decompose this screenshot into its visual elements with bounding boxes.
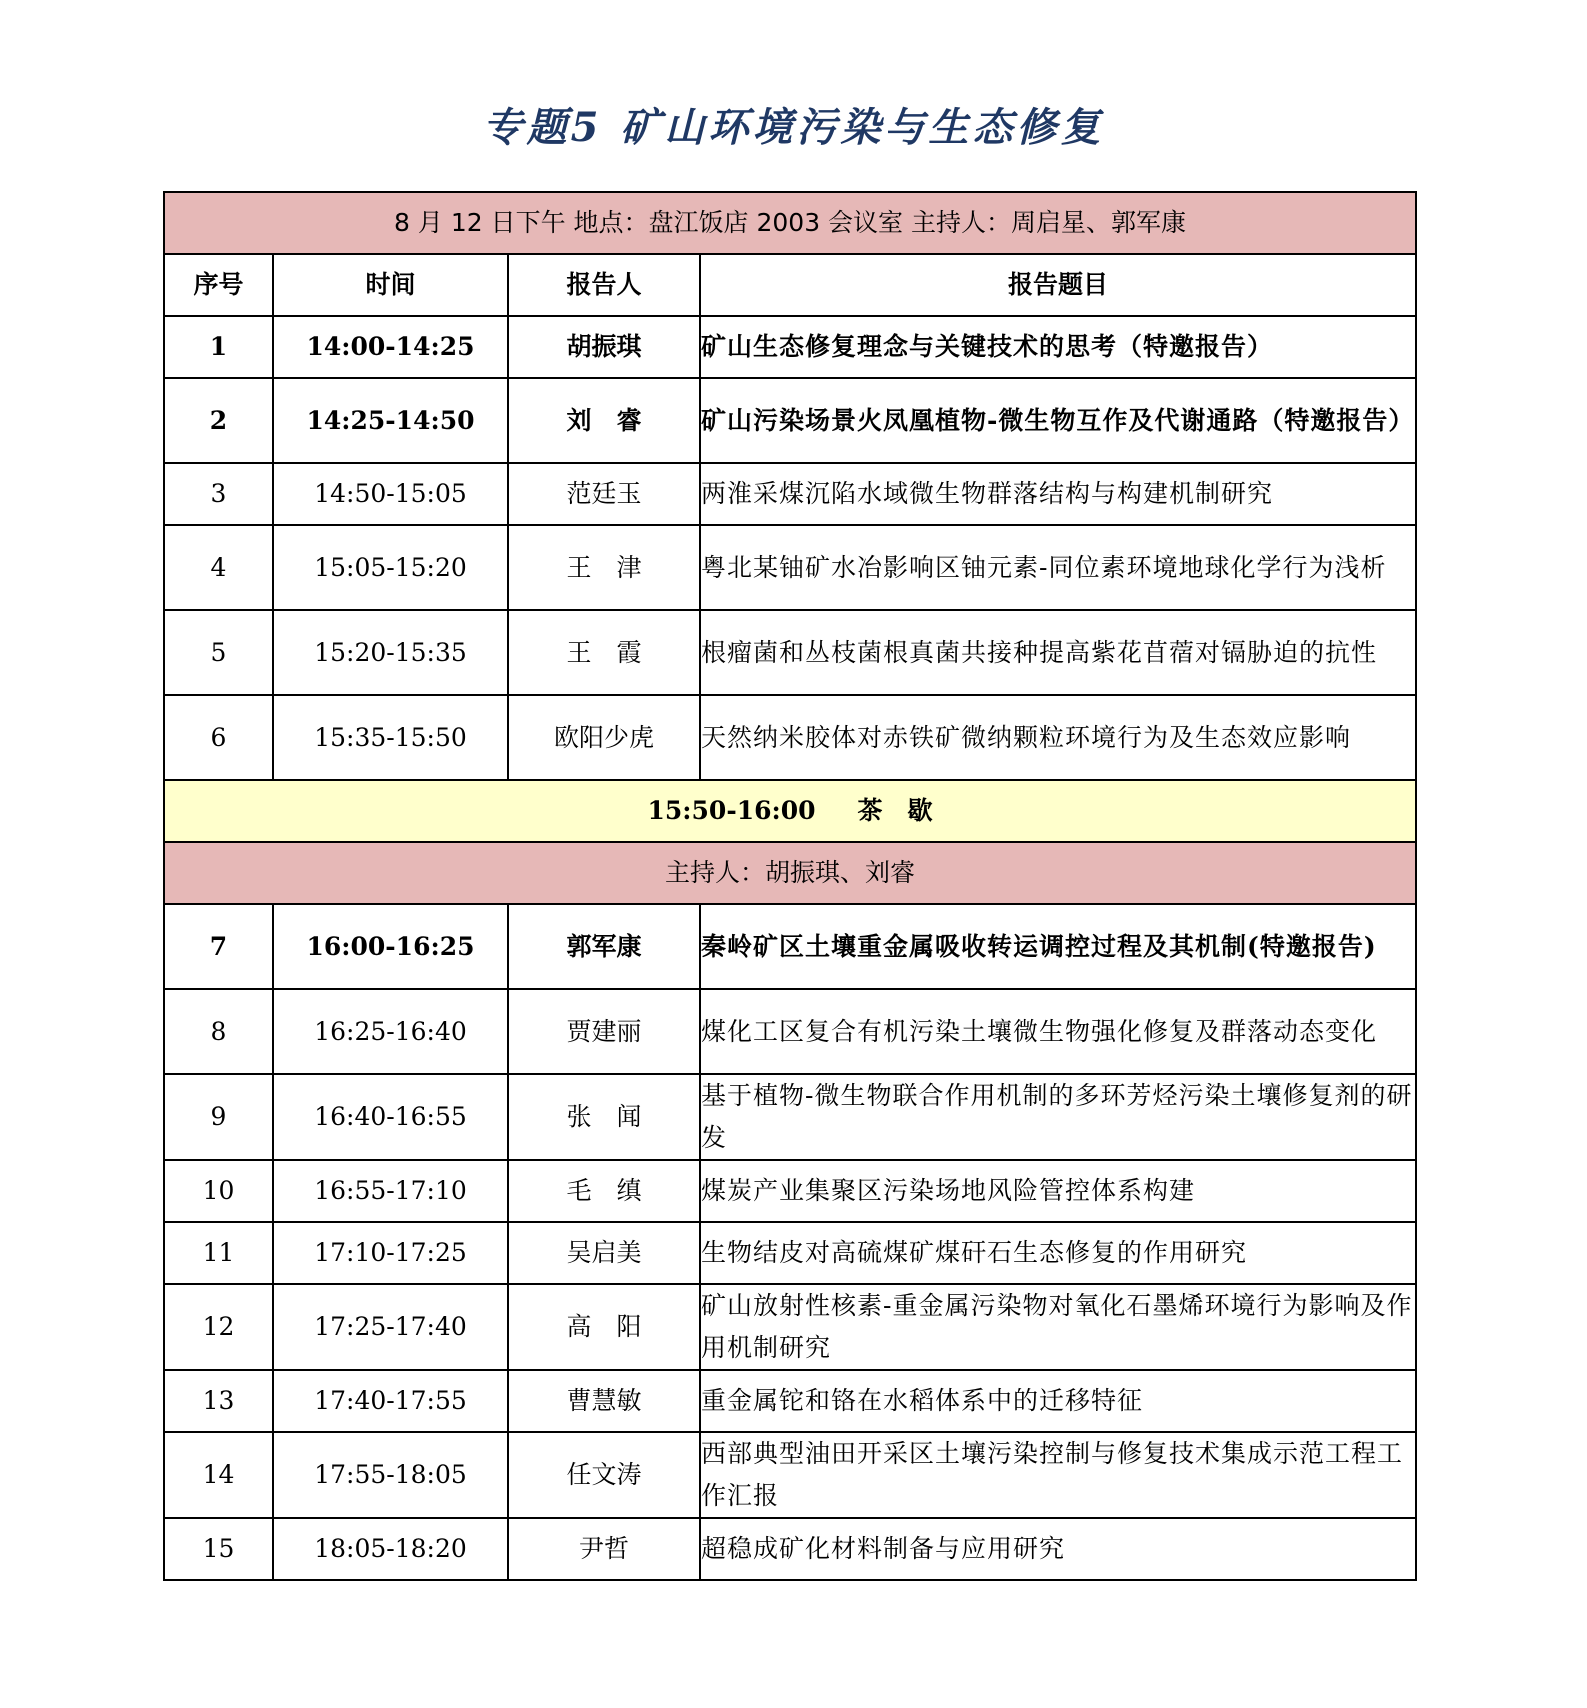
table-row bbox=[164, 378, 1416, 463]
row-topic: 超稳成矿化材料制备与应用研究 bbox=[700, 1518, 1416, 1580]
row-topic: 天然纳米胶体对赤铁矿微纳颗粒环境行为及生态效应影响 bbox=[700, 695, 1416, 780]
row-num: 11 bbox=[164, 1222, 273, 1284]
row-time: 15:05-15:20 bbox=[273, 525, 508, 610]
row-topic: 生物结皮对高硫煤矿煤矸石生态修复的作用研究 bbox=[700, 1222, 1416, 1284]
table-row bbox=[164, 1222, 1416, 1284]
row-speaker: 毛 缜 bbox=[508, 1160, 700, 1222]
row-time: 15:35-15:50 bbox=[273, 695, 508, 780]
table-row bbox=[164, 610, 1416, 695]
row-topic: 秦岭矿区土壤重金属吸收转运调控过程及其机制(特邀报告) bbox=[700, 904, 1416, 989]
row-time: 17:25-17:40 bbox=[273, 1284, 508, 1370]
session-header bbox=[164, 192, 1416, 254]
row-num: 8 bbox=[164, 989, 273, 1074]
row-topic: 矿山污染场景火凤凰植物-微生物互作及代谢通路（特邀报告） bbox=[700, 378, 1416, 463]
row-num: 5 bbox=[164, 610, 273, 695]
row-speaker: 高 阳 bbox=[508, 1284, 700, 1370]
row-time: 16:25-16:40 bbox=[273, 989, 508, 1074]
row-topic: 重金属铊和铬在水稻体系中的迁移特征 bbox=[700, 1370, 1416, 1432]
row-speaker: 吴启美 bbox=[508, 1222, 700, 1284]
table-row bbox=[164, 1432, 1416, 1518]
row-speaker: 贾建丽 bbox=[508, 989, 700, 1074]
row-topic: 根瘤菌和丛枝菌根真菌共接种提高紫花苜蓿对镉胁迫的抗性 bbox=[700, 610, 1416, 695]
table-row bbox=[164, 1284, 1416, 1370]
row-time: 15:20-15:35 bbox=[273, 610, 508, 695]
row-speaker: 王 霞 bbox=[508, 610, 700, 695]
row-speaker: 范廷玉 bbox=[508, 463, 700, 525]
row-time: 14:25-14:50 bbox=[273, 378, 508, 463]
row-num: 4 bbox=[164, 525, 273, 610]
row-topic: 矿山放射性核素-重金属污染物对氧化石墨烯环境行为影响及作用机制研究 bbox=[700, 1284, 1416, 1370]
row-time: 17:10-17:25 bbox=[273, 1222, 508, 1284]
tea-break-time: 15:50-16:00 bbox=[647, 796, 816, 825]
row-num: 3 bbox=[164, 463, 273, 525]
column-header-row bbox=[164, 254, 1416, 316]
table-row bbox=[164, 989, 1416, 1074]
page-title: 专题5 矿山环境污染与生态修复 bbox=[482, 104, 1105, 151]
row-time: 16:55-17:10 bbox=[273, 1160, 508, 1222]
row-speaker: 尹哲 bbox=[508, 1518, 700, 1580]
row-num: 14 bbox=[164, 1432, 273, 1518]
table-row bbox=[164, 904, 1416, 989]
row-time: 17:55-18:05 bbox=[273, 1432, 508, 1518]
row-num: 13 bbox=[164, 1370, 273, 1432]
row-speaker: 王 津 bbox=[508, 525, 700, 610]
table-row bbox=[164, 695, 1416, 780]
table-row bbox=[164, 463, 1416, 525]
table-row bbox=[164, 1160, 1416, 1222]
row-topic: 西部典型油田开采区土壤污染控制与修复技术集成示范工程工作汇报 bbox=[700, 1432, 1416, 1518]
row-time: 17:40-17:55 bbox=[273, 1370, 508, 1432]
row-speaker: 欧阳少虎 bbox=[508, 695, 700, 780]
row-topic: 粤北某铀矿水冶影响区铀元素-同位素环境地球化学行为浅析 bbox=[700, 525, 1416, 610]
row-num: 9 bbox=[164, 1074, 273, 1160]
tea-break-label: 茶 歇 bbox=[857, 796, 933, 825]
column-header-num: 序号 bbox=[164, 254, 273, 316]
session-2-header: 主持人：胡振琪、刘睿 bbox=[164, 842, 1416, 904]
row-topic: 煤炭产业集聚区污染场地风险管控体系构建 bbox=[700, 1160, 1416, 1222]
table-row bbox=[164, 1518, 1416, 1580]
table-row bbox=[164, 1074, 1416, 1160]
table-row bbox=[164, 1370, 1416, 1432]
row-topic: 矿山生态修复理念与关键技术的思考（特邀报告） bbox=[700, 316, 1416, 378]
row-num: 7 bbox=[164, 904, 273, 989]
row-num: 15 bbox=[164, 1518, 273, 1580]
column-header-topic: 报告题目 bbox=[700, 254, 1416, 316]
row-speaker: 任文涛 bbox=[508, 1432, 700, 1518]
row-topic: 两淮采煤沉陷水域微生物群落结构与构建机制研究 bbox=[700, 463, 1416, 525]
row-time: 16:40-16:55 bbox=[273, 1074, 508, 1160]
row-speaker: 曹慧敏 bbox=[508, 1370, 700, 1432]
session-header bbox=[164, 842, 1416, 904]
row-speaker: 张 闻 bbox=[508, 1074, 700, 1160]
row-time: 18:05-18:20 bbox=[273, 1518, 508, 1580]
column-header-speaker: 报告人 bbox=[508, 254, 700, 316]
row-time: 14:00-14:25 bbox=[273, 316, 508, 378]
row-speaker: 刘 睿 bbox=[508, 378, 700, 463]
row-topic: 煤化工区复合有机污染土壤微生物强化修复及群落动态变化 bbox=[700, 989, 1416, 1074]
tea-break-row bbox=[164, 780, 1416, 842]
row-num: 12 bbox=[164, 1284, 273, 1370]
row-speaker: 胡振琪 bbox=[508, 316, 700, 378]
column-header-time: 时间 bbox=[273, 254, 508, 316]
row-time: 14:50-15:05 bbox=[273, 463, 508, 525]
row-time: 16:00-16:25 bbox=[273, 904, 508, 989]
schedule-table bbox=[163, 191, 1417, 1581]
table-row bbox=[164, 316, 1416, 378]
row-speaker: 郭军康 bbox=[508, 904, 700, 989]
session-1-header: 8 月 12 日下午 地点：盘江饭店 2003 会议室 主持人：周启星、郭军康 bbox=[164, 192, 1416, 254]
row-num: 1 bbox=[164, 316, 273, 378]
row-num: 6 bbox=[164, 695, 273, 780]
row-topic: 基于植物-微生物联合作用机制的多环芳烃污染土壤修复剂的研发 bbox=[700, 1074, 1416, 1160]
tea-break bbox=[164, 780, 1416, 842]
row-num: 2 bbox=[164, 378, 273, 463]
row-num: 10 bbox=[164, 1160, 273, 1222]
table-row bbox=[164, 525, 1416, 610]
